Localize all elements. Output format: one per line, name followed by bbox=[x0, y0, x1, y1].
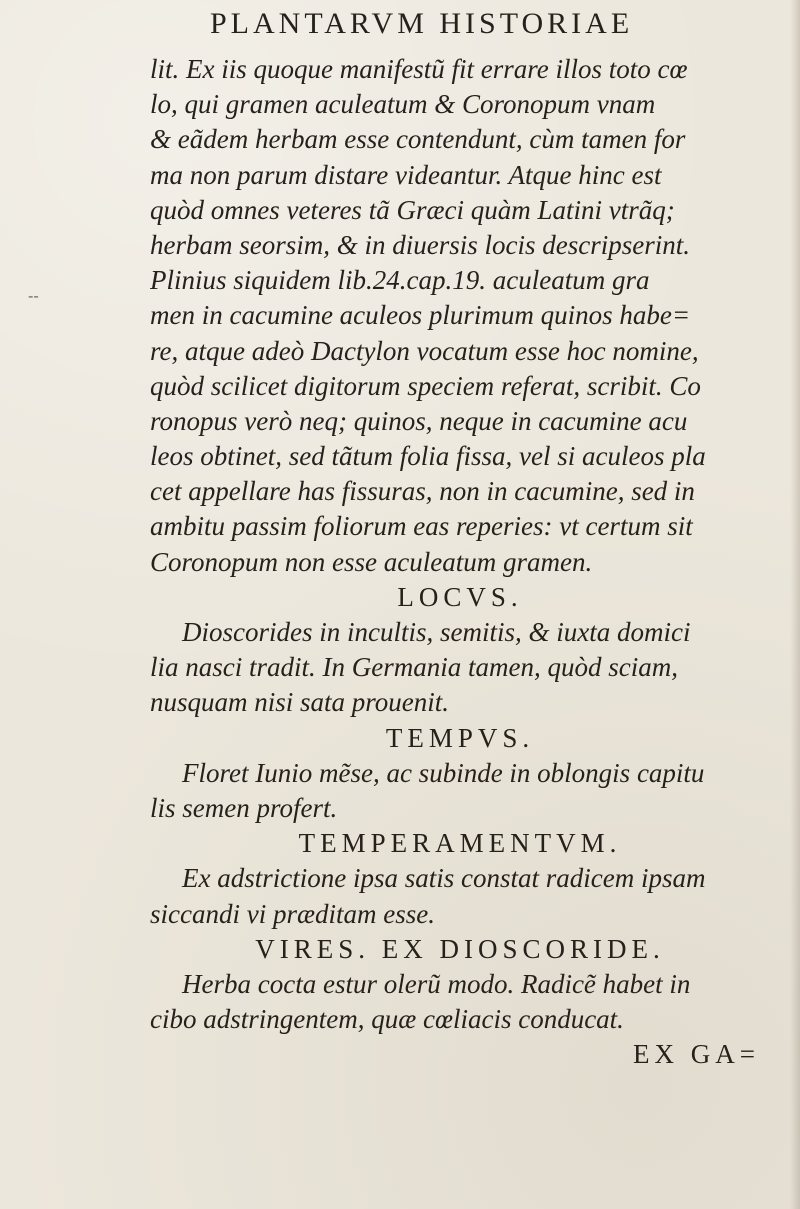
text-line: ma non parum distare videantur. Atque hinc est bbox=[150, 159, 662, 190]
text-line: Ex adstrictione ipsa satis constat radicem ipsam bbox=[182, 863, 706, 894]
text-line: quòd omnes veteres tã Græci quàm Latini vtrãq; bbox=[150, 194, 675, 225]
catchword: EX GA= bbox=[633, 1039, 760, 1070]
margin-mark: -- bbox=[28, 286, 39, 305]
text-line: Floret Iunio mẽse, ac subinde in oblongis capitu bbox=[182, 757, 705, 788]
section-heading: TEMPVS. bbox=[385, 722, 535, 753]
text-line: ambitu passim foliorum eas reperies: vt certum sit bbox=[150, 511, 693, 542]
text-line: Herba cocta estur olerũ modo. Radicẽ habet in bbox=[182, 968, 691, 999]
text-line: Coronopum non esse aculeatum gramen. bbox=[150, 546, 593, 577]
text-line: nusquam nisi sata prouenit. bbox=[150, 687, 450, 718]
text-line: Plinius siquidem lib.24.cap.19. aculeatum gra bbox=[150, 265, 650, 296]
text-line: & eãdem herbam esse contendunt, cùm tamen for bbox=[150, 124, 686, 155]
text-line: cet appellare has fissuras, non in cacumine, sed in bbox=[150, 476, 695, 507]
section-heading: LOCVS. bbox=[397, 581, 523, 612]
text-line: men in cacumine aculeos plurimum quinos habe= bbox=[150, 300, 691, 331]
text-line: Dioscorides in incultis, semitis, & iuxta domici bbox=[182, 617, 691, 647]
text-line: lo, qui gramen aculeatum & Coronopum vnam bbox=[150, 89, 656, 120]
text-line: cibo adstringentem, quæ cœliacis conducat. bbox=[150, 1004, 624, 1035]
text-line: leos obtinet, sed tãtum folia fissa, vel si aculeos pla bbox=[150, 441, 706, 472]
text-block bbox=[150, 52, 770, 1072]
text-line: lit. Ex iis quoque manifestũ fit errare illos toto cœ bbox=[150, 54, 688, 84]
text-line: herbam seorsim, & in diuersis locis descripserint. bbox=[150, 229, 690, 260]
text-line: quòd scilicet digitorum speciem referat, scribit. Co bbox=[150, 370, 701, 401]
page-edge-shadow bbox=[790, 0, 800, 1209]
text-line: siccandi vi præditam esse. bbox=[150, 898, 435, 929]
text-line: re, atque adeò Dactylon vocatum esse hoc nomine, bbox=[150, 335, 699, 366]
section-heading: TEMPERAMENTVM. bbox=[298, 828, 622, 859]
text-line: lis semen profert. bbox=[150, 792, 338, 823]
text-line: ronopus verò neq; quinos, neque in cacumine acu bbox=[150, 405, 688, 436]
running-head: PLANTARVM HISTORIAE bbox=[210, 7, 634, 40]
section-heading: VIRES. EX DIOSCORIDE. bbox=[255, 933, 665, 964]
text-line: lia nasci tradit. In Germania tamen, quòd sciam, bbox=[150, 652, 678, 683]
